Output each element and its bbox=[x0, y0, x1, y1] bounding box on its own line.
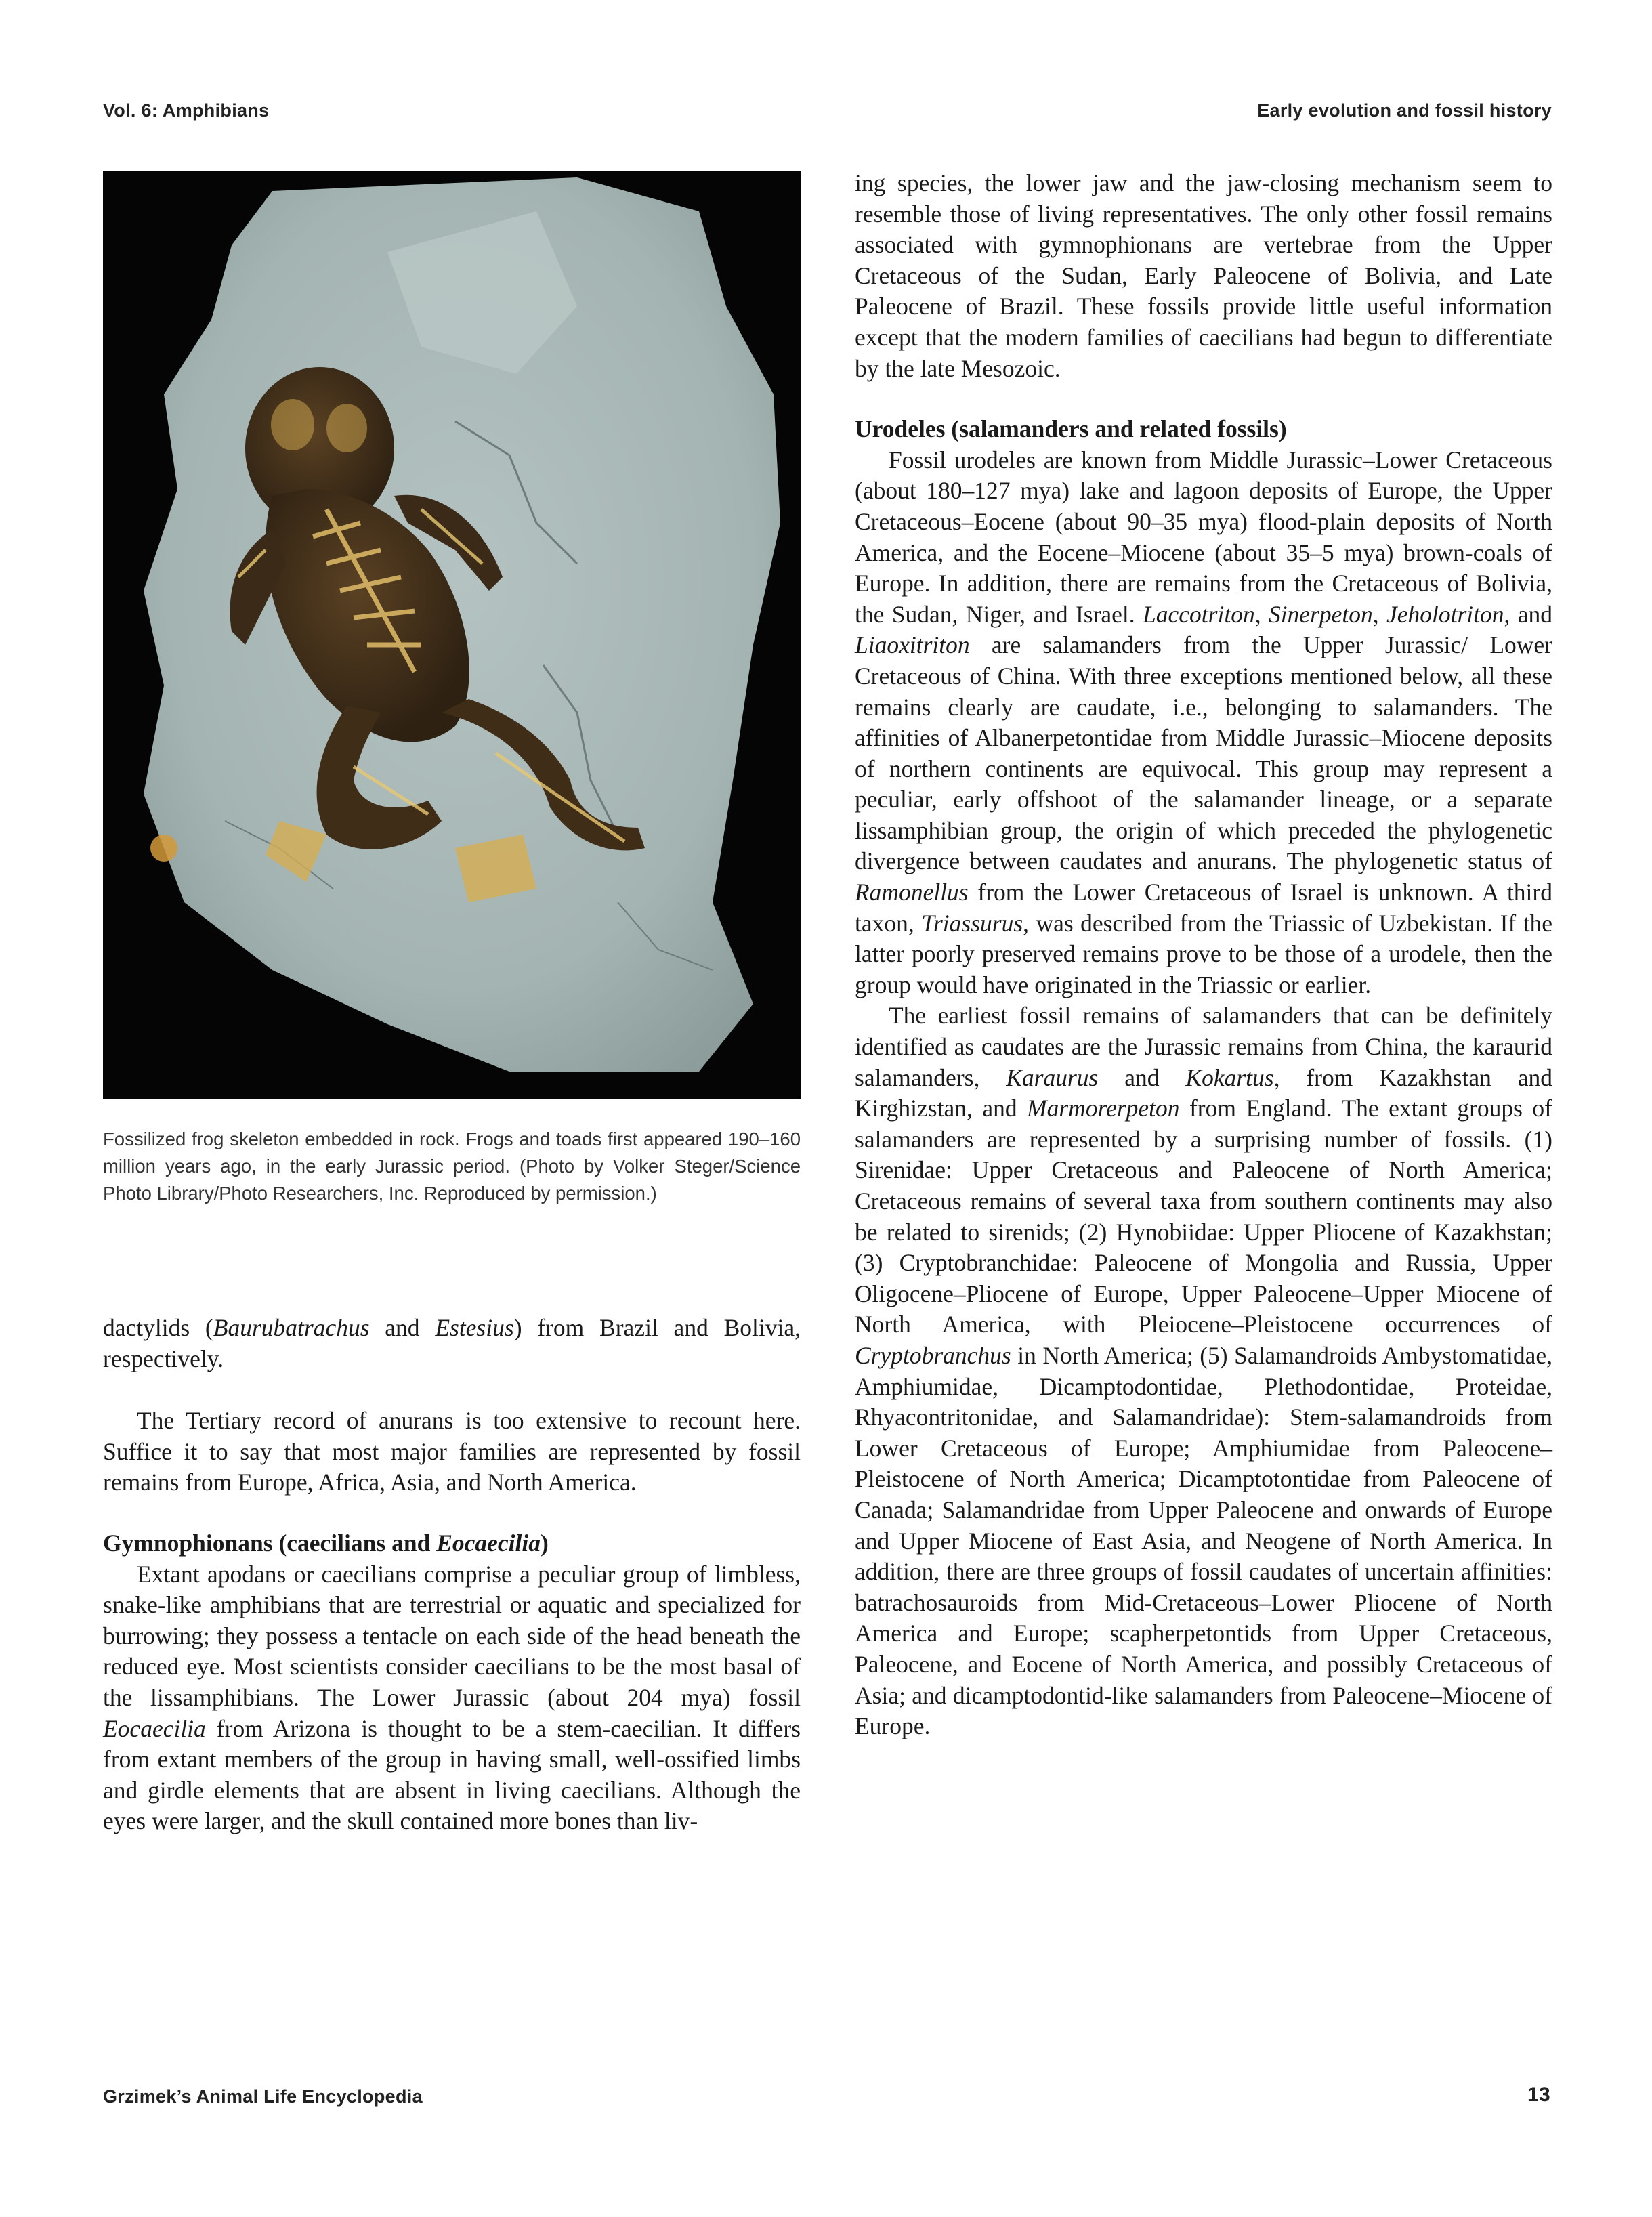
right-column-text bbox=[855, 168, 1552, 1742]
taxon-name: Karaurus bbox=[1006, 1063, 1099, 1091]
text-run: Extant apodans or caecilians comprise a peculiar group of limbless, snake-like amphibians that are terrestrial or aquatic and specialized for burrowing; they possess a tentacle on each side of the head beneath the reduced eye. Most scientists consider caecilians to be the most basal of the lissamphibians. The Lower Jurassic (about 204 mya) fossil bbox=[103, 1560, 801, 1711]
paragraph bbox=[103, 1313, 801, 1374]
text-run: The earliest fossil remains of salamanders that can be definitely identified as caudates are the Jurassic remains from China, the karaurid salamanders, bbox=[855, 1002, 1552, 1091]
paragraph bbox=[855, 1000, 1552, 1741]
taxon-name: Baurubatrachus bbox=[213, 1314, 370, 1341]
heading-text: Gymnophionans (caecilians and bbox=[103, 1529, 437, 1557]
running-footer-title: Grzimek’s Animal Life Encyclopedia bbox=[103, 2086, 423, 2107]
text-run: Fossil urodeles are known from Middle Jurassic–Lower Cretaceous (about 180–127 mya) lake and lagoon deposits of Europe, the Upper Cretaceous–Eocene (about 90–35 mya) flood-plain deposits of North America, and the Eocene–Miocene (about 35–5 mya) brown-coals of Europe. In addition, there are remains from the Cretaceous of Bolivia, the Sudan, Niger, and Israel. bbox=[855, 446, 1552, 628]
taxon-name: Laccotriton bbox=[1143, 600, 1255, 628]
text-run: , and bbox=[1504, 600, 1553, 628]
heading-text: ) bbox=[540, 1529, 549, 1557]
fossil-frog-illustration bbox=[103, 171, 801, 1099]
text-run: dactylids ( bbox=[103, 1314, 213, 1341]
taxon-name: Sinerpeton bbox=[1268, 600, 1373, 628]
text-run: ) from Brazil and Bolivia, respectively. bbox=[103, 1314, 801, 1372]
taxon-name: Marmorerpeton bbox=[1027, 1095, 1180, 1122]
text-run: and bbox=[369, 1314, 436, 1341]
heading-taxon: Eocaecilia bbox=[436, 1529, 541, 1557]
page-number: 13 bbox=[1527, 2084, 1550, 2106]
left-column-text bbox=[103, 1313, 801, 1837]
paragraph: The Tertiary record of anurans is too extensive to recount here. Suffice it to say that most major families are represented by fossil remains from Europe, Africa, Asia, and North America. bbox=[103, 1407, 801, 1496]
taxon-name: Cryptobranchus bbox=[855, 1341, 1011, 1369]
taxon-name: Estesius bbox=[435, 1314, 514, 1341]
text-run: , was described from the Triassic of Uzbekistan. If the latter poorly preserved remains prove to be those of a urodele, then the group would have originated in the Triassic or earlier. bbox=[855, 909, 1553, 998]
paragraph: ing species, the lower jaw and the jaw-closing mechanism seem to resemble those of living representatives. The only other fossil remains associated with gymnophionans are vertebrae from the Upper Cretaceous of the Sudan, Early Paleocene of Bolivia, and Late Paleocene of Brazil. These fossils provide little useful information except that the modern families of caecilians had begun to differentiate by the late Mesozoic. bbox=[855, 169, 1552, 382]
text-run: in North America; (5) Salamandroids Ambystomatidae, Amphiumidae, Dicamptodontidae, Plethodontidae, Proteidae, Rhyacontritonidae, and Salamandridae): Stem-salamandroids from Lower Cretaceous of Europe; Amphiumidae from Paleocene–Pleistocene of North America; Dicamptotontidae from Paleocene of Canada; Salamandridae from Upper Paleocene and onwards of Europe and Upper Miocene of East Asia, and Neogene of North America. In addition, there are three groups of fossil caudates of uncertain affinities: batrachosauroids from Mid-Cretaceous–Lower Pliocene of North America and Europe; scapherpetontids from Upper Cretaceous, Paleocene, and Eocene of North America, and possibly Cretaceous of Asia; and dicamptodontid-like salamanders from Paleocene–Miocene of Europe. bbox=[855, 1341, 1552, 1740]
taxon-name: Kokartus bbox=[1185, 1063, 1274, 1091]
text-run: and bbox=[1098, 1063, 1186, 1091]
section-heading-gymnophionans bbox=[103, 1528, 801, 1559]
text-run: , bbox=[1372, 600, 1386, 628]
text-run: from the Lower Cretaceous of Israel is unknown. A third taxon, bbox=[855, 879, 1552, 937]
fossil-frog-photo bbox=[103, 171, 801, 1099]
text-run: from England. The extant groups of salamanders are represented by a surprising number of fossils. (1) Sirenidae: Upper Cretaceous and Paleocene of North America; Cretaceous remains of several taxa from southern continents may also be related to sirenids; (2) Hynobiidae: Upper Pliocene of Kazakhstan; (3) Cryptobranchidae: Paleocene of Mongolia and Russia, Upper Oligocene–Pliocene of Europe, Upper Paleocene–Upper Miocene of North America, with Pleiocene–Pleistocene occurrences of bbox=[855, 1095, 1552, 1338]
text-run: are salamanders from the Upper Jurassic/ Lower Cretaceous of China. With three exceptions mentioned below, all these remains clearly are caudate, i.e., belonging to salamanders. The affinities of Albanerpetontidae from Middle Jurassic–Miocene deposits of northern continents are equivocal. This group may represent a peculiar, early offshoot of the salamander lineage, or a separate lissamphibian group, the origin of which preceded the phylogenetic divergence between caudates and anurans. The phylogenetic status of bbox=[855, 631, 1552, 875]
frog-eye-socket bbox=[271, 399, 314, 450]
figure-caption: Fossilized frog skeleton embedded in rock. Frogs and toads first appeared 190–160 million years ago, in the early Jurassic period. (Photo by Volker Steger/Science Photo Library/Photo Researchers, Inc. Reproduced by permission.) bbox=[103, 1128, 801, 1204]
taxon-name: Ramonellus bbox=[855, 879, 969, 906]
running-header-volume: Vol. 6: Amphibians bbox=[103, 100, 270, 121]
taxon-name: Triassurus bbox=[921, 909, 1023, 937]
text-run: , bbox=[1254, 600, 1269, 628]
frog-eye-socket bbox=[326, 404, 367, 452]
paragraph bbox=[103, 1559, 801, 1837]
taxon-name: Jeholotriton bbox=[1386, 600, 1504, 628]
running-header-chapter: Early evolution and fossil history bbox=[1257, 100, 1552, 121]
mineral-spot bbox=[150, 835, 177, 862]
taxon-name: Liaoxitriton bbox=[855, 631, 970, 659]
taxon-name: Eocaecilia bbox=[103, 1714, 206, 1742]
paragraph bbox=[855, 445, 1552, 1001]
text-run: from Arizona is thought to be a stem-caecilian. It differs from extant members of the group in having small, well-ossified limbs and girdle elements that are absent in living caecilians. Although the eyes were larger, and the skull contained more bones than liv- bbox=[103, 1714, 801, 1835]
section-heading-urodeles: Urodeles (salamanders and related fossils) bbox=[855, 415, 1287, 443]
text-run: , from Kazakhstan and Kirghizstan, and bbox=[855, 1063, 1552, 1122]
